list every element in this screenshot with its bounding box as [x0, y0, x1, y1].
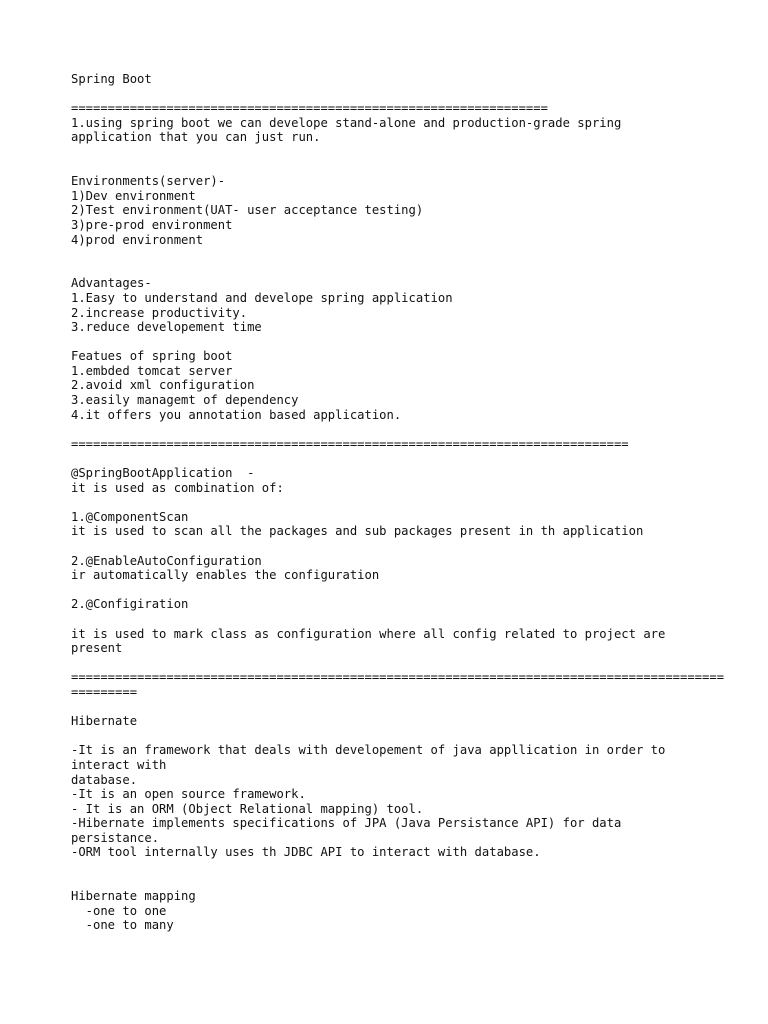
text-line: -It is an framework that deals with developement of java appllication in order to	[71, 743, 666, 758]
subheading-enableautoconfiguration: 2.@EnableAutoConfiguration	[71, 553, 262, 568]
list-item: 1.Easy to understand and develope spring application	[71, 290, 453, 305]
text-line: - It is an ORM (Object Relational mapping) tool.	[71, 801, 424, 816]
blank-line	[71, 656, 711, 671]
text-line: persistance.	[71, 830, 160, 845]
list-item: -one to one	[71, 903, 167, 918]
text-line: present	[71, 641, 123, 656]
blank-line	[71, 729, 711, 744]
blank-line	[71, 335, 711, 350]
list-item: 1.embded tomcat server	[71, 363, 233, 378]
text-line: database.	[71, 772, 138, 787]
blank-line	[71, 860, 711, 875]
list-item: 3.easily managemt of dependency	[71, 393, 299, 408]
separator-line: =================================================================	[71, 101, 548, 116]
separator-line: ============================================================================	[71, 436, 629, 451]
blank-line	[71, 875, 711, 890]
text-line: ir automatically enables the configuration	[71, 568, 380, 583]
list-item: 4.it offers you annotation based application.	[71, 407, 402, 422]
text-line: it is used to mark class as configuration where all config related to project are	[71, 626, 666, 641]
blank-line	[71, 539, 711, 554]
list-item: 1)Dev environment	[71, 188, 196, 203]
subheading-configuration: 2.@Configiration	[71, 597, 189, 612]
section-heading-annotation: @SpringBootApplication -	[71, 466, 255, 481]
list-item: 4)prod environment	[71, 232, 204, 247]
separator-line: =========	[71, 684, 138, 699]
section-heading-advantages: Advantages-	[71, 276, 152, 291]
list-item: 2)Test environment(UAT- user acceptance testing)	[71, 203, 424, 218]
list-item: 2.avoid xml configuration	[71, 378, 255, 393]
text-line: 1.using spring boot we can develope stand-alone and production-grade spring	[71, 115, 622, 130]
section-heading-hibernate: Hibernate	[71, 714, 138, 729]
text-line: -Hibernate implements specifications of JPA (Java Persistance API) for data	[71, 816, 622, 831]
blank-line	[71, 612, 711, 627]
blank-line	[71, 87, 711, 102]
list-item: -one to many	[71, 918, 174, 933]
blank-line	[71, 262, 711, 277]
section-heading-hibernate-mapping: Hibernate mapping	[71, 889, 196, 904]
separator-line: =========================================================================================	[71, 670, 725, 685]
section-heading-environments: Environments(server)-	[71, 174, 226, 189]
text-line: application that you can just run.	[71, 130, 321, 145]
text-line: -ORM tool internally uses th JDBC API to interact with database.	[71, 845, 541, 860]
blank-line	[71, 145, 711, 160]
doc-title: Spring Boot	[71, 72, 152, 86]
blank-line	[71, 422, 711, 437]
blank-line	[71, 700, 711, 715]
blank-line	[71, 451, 711, 466]
text-line: it is used to scan all the packages and sub packages present in th application	[71, 524, 644, 539]
text-line: -It is an open source framework.	[71, 787, 306, 802]
document-page	[71, 72, 725, 933]
blank-line	[71, 495, 711, 510]
text-line: it is used as combination of:	[71, 480, 284, 495]
list-item: 2.increase productivity.	[71, 305, 248, 320]
subheading-componentscan: 1.@ComponentScan	[71, 509, 189, 524]
blank-line	[71, 160, 711, 175]
section-heading-features: Featues of spring boot	[71, 349, 233, 364]
blank-line	[71, 247, 711, 262]
text-line: interact with	[71, 757, 167, 772]
list-item: 3)pre-prod environment	[71, 217, 233, 232]
blank-line	[71, 583, 711, 598]
list-item: 3.reduce developement time	[71, 320, 262, 335]
